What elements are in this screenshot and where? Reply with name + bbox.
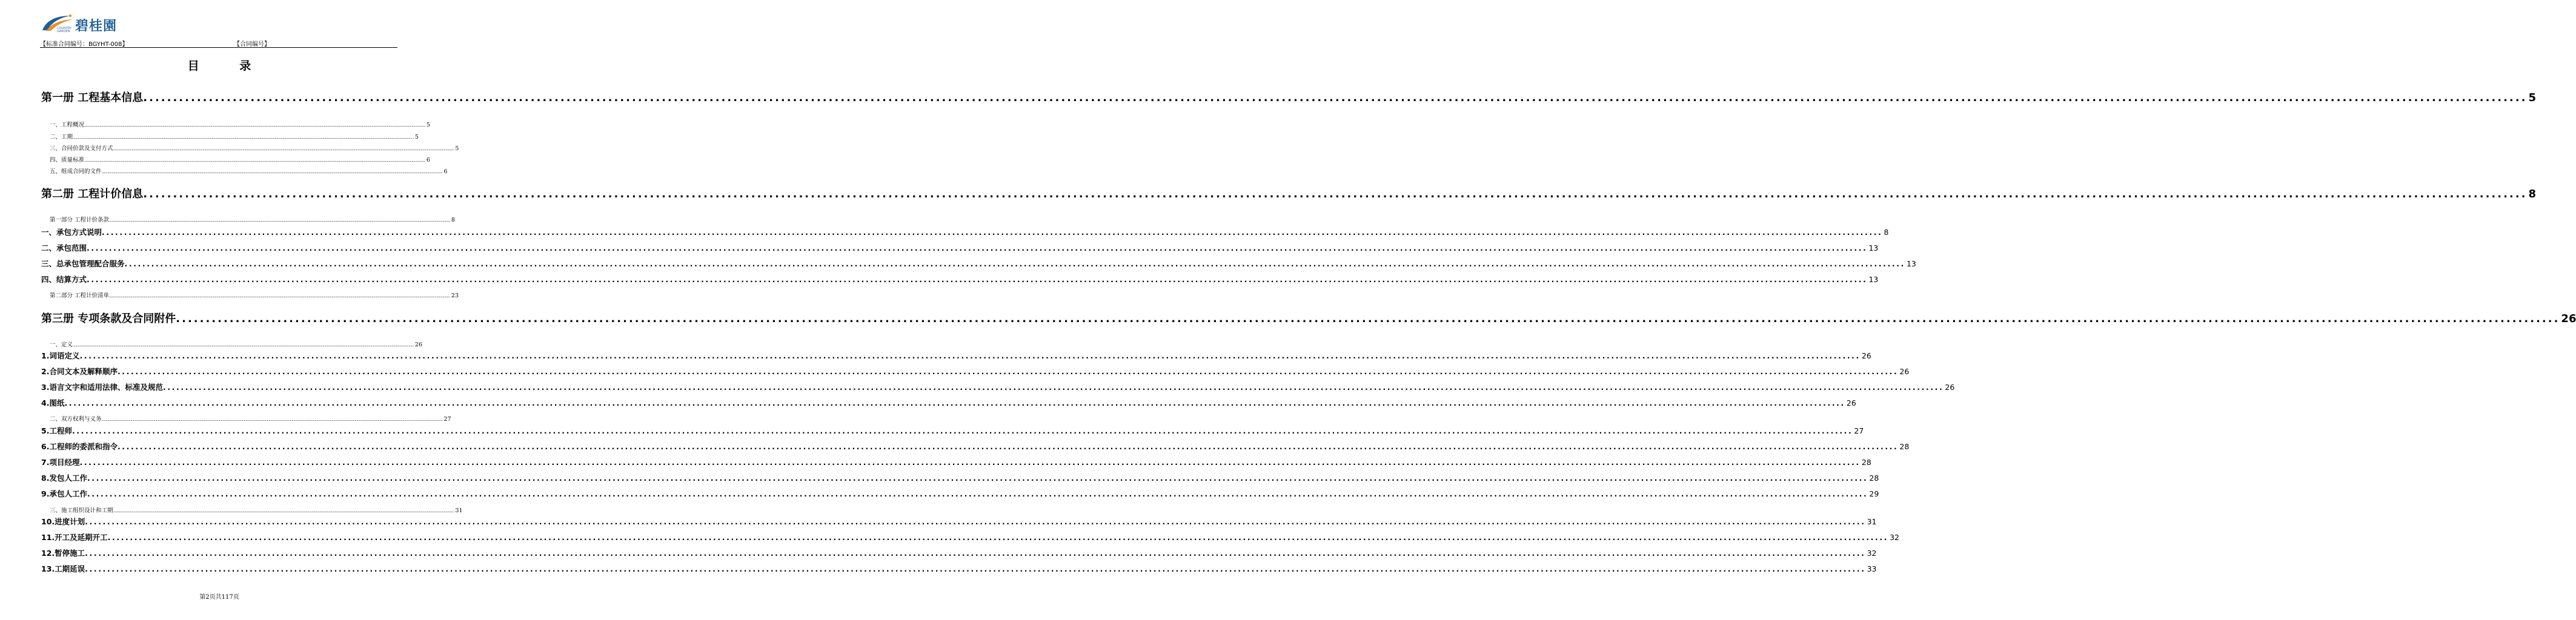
toc-leader-dots: ................................................................................................................................................................................................................................................................................................................................................................................................................ <box>71 426 1853 435</box>
toc-entry[interactable] <box>41 381 1955 394</box>
toc-entry-page: 5 <box>2528 91 2536 104</box>
toc-entry[interactable] <box>41 258 1916 270</box>
toc-entry[interactable] <box>41 472 1879 484</box>
toc-entry[interactable] <box>41 397 1856 409</box>
toc-entry-page: 29 <box>1869 489 1879 498</box>
toc-entry-label: 五、组成合同的文件 <box>50 168 102 175</box>
toc-leader-dots: ................................................................................................................................................................................................................................................................................................................................................................................................................ <box>143 188 2528 200</box>
toc-entry-page: 27 <box>443 416 451 423</box>
toc-entry[interactable] <box>41 89 2536 105</box>
toc-entry[interactable] <box>41 120 430 128</box>
toc-entry-page: 8 <box>451 217 455 223</box>
toc-entry[interactable] <box>41 532 1899 544</box>
toc-entry-label: 9.承包人工作 <box>41 489 87 498</box>
toc-leader-dots: ................................................................................................................................................................................................................................................................................................................................................................................................................ <box>176 312 2560 325</box>
toc-leader-dots: ................................................................................................................................................................................................................................................................................................................................................................................................................ <box>109 219 450 223</box>
toc-entry-page: 13 <box>1868 243 1879 252</box>
header-divider <box>40 47 397 48</box>
toc-entry-label: 7.项目经理 <box>41 458 80 467</box>
toc-entry-label: 第二册 工程计价信息 <box>41 188 144 200</box>
toc-leader-dots: ................................................................................................................................................................................................................................................................................................................................................................................................................ <box>117 367 1899 376</box>
toc-leader-dots: ................................................................................................................................................................................................................................................................................................................................................................................................................ <box>73 343 414 348</box>
toc-entry-label: 6.工程师的委派和指令 <box>41 442 118 451</box>
toc-entry-page: 23 <box>451 292 459 299</box>
toc-entry-page: 8 <box>2528 188 2536 200</box>
toc-entry[interactable] <box>41 340 422 348</box>
toc-entry[interactable] <box>41 167 448 175</box>
toc-entry[interactable] <box>41 215 455 223</box>
toc-entry-label: 13.工期延误 <box>41 564 85 573</box>
toc-entry[interactable] <box>41 350 1871 362</box>
toc-leader-dots: ................................................................................................................................................................................................................................................................................................................................................................................................................ <box>84 124 425 128</box>
toc-entry-page: 6 <box>426 157 430 163</box>
toc-entry[interactable] <box>41 516 1877 528</box>
toc-entry-label: 第三册 专项条款及合同附件 <box>41 312 176 325</box>
toc-entry[interactable] <box>41 310 2576 326</box>
toc-entry-label: 3.语言文字和适用法律、标准及规范 <box>41 383 163 392</box>
toc-entry-label: 二、双方权利与义务 <box>50 416 102 423</box>
toc-entry-page: 31 <box>1867 517 1877 526</box>
page-footer: 第2页共117页 <box>199 594 239 601</box>
toc-leader-dots: ................................................................................................................................................................................................................................................................................................................................................................................................................ <box>85 564 1866 573</box>
toc-leader-dots: ................................................................................................................................................................................................................................................................................................................................................................................................................ <box>87 489 1868 498</box>
toc-entry[interactable] <box>41 488 1879 500</box>
toc-entry-label: 第一册 工程基本信息 <box>41 91 144 104</box>
toc-entry-label: 一、工程概况 <box>50 122 85 128</box>
toc-entry[interactable] <box>41 425 1864 437</box>
toc-entry-label: 4.图纸 <box>41 398 65 407</box>
toc-entry[interactable] <box>41 185 2536 201</box>
toc-entry-label: 四、结算方式 <box>41 275 87 284</box>
toc-entry-page: 32 <box>1890 533 1899 542</box>
toc-entry-label: 四、质量标准 <box>50 157 85 163</box>
toc-entry-page: 5 <box>414 134 419 140</box>
toc-entry-page: 27 <box>1854 426 1864 435</box>
toc-leader-dots: ................................................................................................................................................................................................................................................................................................................................................................................................................ <box>117 442 1899 451</box>
logo-text-cn: 碧桂園 <box>75 18 118 34</box>
toc-entry-page: 26 <box>2561 312 2576 325</box>
toc-entry-page: 5 <box>455 145 459 152</box>
toc-entry-label: 5.工程师 <box>41 426 72 435</box>
toc-leader-dots: ................................................................................................................................................................................................................................................................................................................................................................................................................ <box>79 458 1861 467</box>
toc-entry[interactable] <box>41 366 1910 378</box>
toc-entry-page: 28 <box>1899 442 1910 451</box>
toc-entry-page: 33 <box>1867 564 1877 573</box>
toc-entry-page: 6 <box>443 168 448 175</box>
toc-entry-page: 31 <box>455 507 463 514</box>
toc-entry-label: 一、定义 <box>50 341 73 348</box>
toc-entry[interactable] <box>41 132 419 140</box>
toc-leader-dots: ................................................................................................................................................................................................................................................................................................................................................................................................................ <box>113 147 454 151</box>
toc-entry-page: 26 <box>414 341 422 348</box>
toc-leader-dots: ................................................................................................................................................................................................................................................................................................................................................................................................................ <box>87 243 1868 252</box>
toc-entry[interactable] <box>41 547 1877 559</box>
toc-entry-label: 二、工期 <box>50 134 73 140</box>
toc-entry-label: 二、承包范围 <box>41 243 87 252</box>
toc-entry[interactable] <box>41 457 1871 469</box>
toc-leader-dots: ................................................................................................................................................................................................................................................................................................................................................................................................................ <box>101 418 443 422</box>
toc-entry-label: 一、承包方式说明 <box>41 228 102 237</box>
contract-number: 【合同编号】 <box>234 41 270 48</box>
toc-leader-dots: ................................................................................................................................................................................................................................................................................................................................................................................................................ <box>101 170 443 174</box>
toc-entry[interactable] <box>41 226 1889 239</box>
toc-entry-page: 28 <box>1869 473 1879 483</box>
toc-leader-dots: ................................................................................................................................................................................................................................................................................................................................................................................................................ <box>102 228 1883 237</box>
toc-entry-label: 三、总承包管理配合服务 <box>41 259 125 268</box>
toc-entry-page: 8 <box>1884 228 1889 237</box>
toc-entry[interactable] <box>41 274 1879 286</box>
toc-leader-dots: ................................................................................................................................................................................................................................................................................................................................................................................................................ <box>87 473 1868 483</box>
toc-entry-page: 26 <box>1899 367 1910 376</box>
toc-entry[interactable] <box>41 563 1877 575</box>
toc-leader-dots: ................................................................................................................................................................................................................................................................................................................................................................................................................ <box>87 275 1868 284</box>
toc-entry-label: 第一部分 工程计价条款 <box>50 217 110 223</box>
toc-leader-dots: ................................................................................................................................................................................................................................................................................................................................................................................................................ <box>109 294 450 298</box>
toc-entry[interactable] <box>41 441 1910 453</box>
toc-entry-label: 12.暂停施工 <box>41 549 85 558</box>
toc-entry[interactable] <box>41 506 463 514</box>
toc-entry-page: 28 <box>1861 458 1871 467</box>
toc-entry-label: 三、施工组织设计和工期 <box>50 507 113 514</box>
toc-entry[interactable] <box>41 414 451 423</box>
toc-leader-dots: ................................................................................................................................................................................................................................................................................................................................................................................................................ <box>107 533 1889 542</box>
toc-entry-label: 11.开工及延期开工 <box>41 533 108 542</box>
toc-leader-dots: ................................................................................................................................................................................................................................................................................................................................................................................................................ <box>84 159 425 163</box>
toc-leader-dots: ................................................................................................................................................................................................................................................................................................................................................................................................................ <box>85 517 1866 526</box>
toc-leader-dots: ................................................................................................................................................................................................................................................................................................................................................................................................................ <box>143 91 2528 104</box>
toc-entry-label: 三、合同价款及支付方式 <box>50 145 113 152</box>
toc-leader-dots: ................................................................................................................................................................................................................................................................................................................................................................................................................ <box>64 398 1845 407</box>
toc-leader-dots: ................................................................................................................................................................................................................................................................................................................................................................................................................ <box>85 549 1866 558</box>
toc-entry-label: 第二部分 工程计价清单 <box>50 292 110 299</box>
toc-leader-dots: ................................................................................................................................................................................................................................................................................................................................................................................................................ <box>79 351 1861 360</box>
toc-entry-label: 1.词语定义 <box>41 351 80 360</box>
toc-entry[interactable] <box>41 242 1879 254</box>
toc-entry-label: 10.进度计划 <box>41 517 85 526</box>
toc-entry[interactable] <box>41 155 430 163</box>
toc-entry-page: 5 <box>426 122 430 128</box>
toc-entry-page: 13 <box>1868 275 1879 284</box>
company-logo <box>40 12 125 35</box>
toc-leader-dots: ................................................................................................................................................................................................................................................................................................................................................................................................................ <box>124 259 1905 268</box>
toc-entry[interactable] <box>41 291 459 299</box>
toc-leader-dots: ................................................................................................................................................................................................................................................................................................................................................................................................................ <box>162 383 1944 392</box>
toc-entry-page: 26 <box>1846 398 1856 407</box>
toc-entry-page: 26 <box>1945 383 1955 392</box>
toc-entry-page: 13 <box>1906 259 1916 268</box>
toc-entry-label: 2.合同文本及解释顺序 <box>41 367 118 376</box>
standard-contract-number: 【标准合同编号：BGYHT-008】 <box>40 41 128 48</box>
toc-leader-dots: ................................................................................................................................................................................................................................................................................................................................................................................................................ <box>113 509 454 513</box>
logo-text-en: COUNTRY GARDEN <box>57 27 72 33</box>
toc-leader-dots: ................................................................................................................................................................................................................................................................................................................................................................................................................ <box>73 136 414 140</box>
toc-entry-page: 32 <box>1867 549 1877 558</box>
page-title: 目 录 <box>187 59 270 73</box>
toc-entry-page: 26 <box>1861 351 1871 360</box>
toc-entry-label: 8.发包人工作 <box>41 473 87 483</box>
toc-entry[interactable] <box>41 143 459 152</box>
